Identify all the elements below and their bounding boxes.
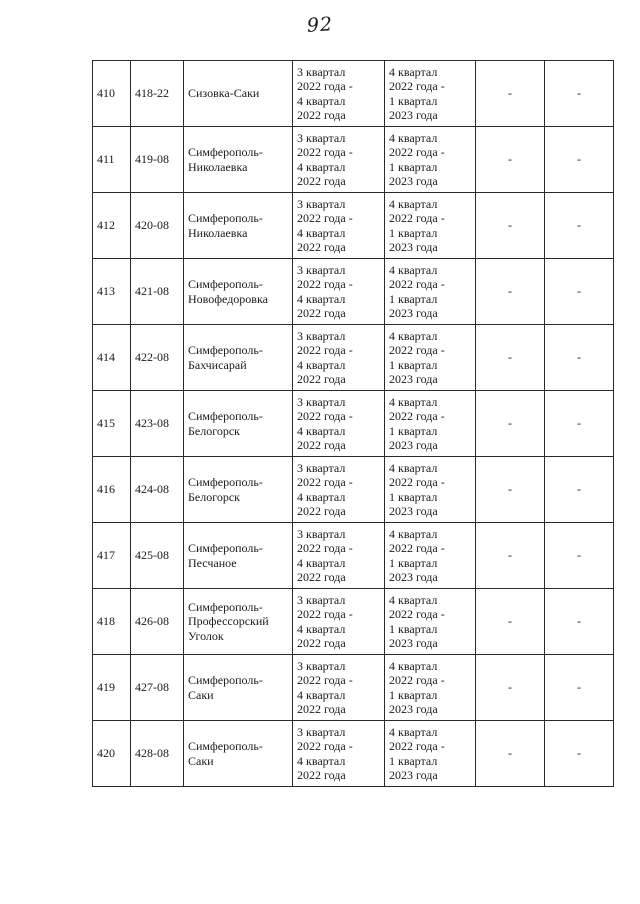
- column-8-cell: -: [545, 259, 614, 325]
- route-code-cell: 418-22: [131, 61, 184, 127]
- cell-text-line: Новофедоровка: [188, 291, 268, 306]
- cell-text-line: 2022 года: [297, 240, 346, 254]
- cell-text-line: 2022 года: [297, 504, 346, 518]
- cell-text-line: 2022 года -: [389, 145, 445, 159]
- cell-text-line: Профессорский: [188, 614, 269, 629]
- cell-text-line: 2022 года -: [389, 739, 445, 753]
- table-row: [93, 721, 614, 787]
- end-period-cell: [385, 655, 476, 721]
- column-7-cell: -: [476, 127, 545, 193]
- cell-text-line: 1 квартал: [389, 423, 438, 438]
- start-period-cell: [293, 325, 385, 391]
- cell-text-line: 2022 года -: [389, 409, 445, 423]
- row-number-cell: 412: [93, 193, 131, 259]
- cell-text-line: 3 квартал: [297, 64, 346, 79]
- cell-text-line: Бахчисарай: [188, 357, 247, 372]
- cell-text-line: 4 квартал: [389, 130, 438, 145]
- route-code-cell: 424-08: [131, 457, 184, 523]
- cell-text-line: 4 квартал: [297, 687, 346, 702]
- cell-text-line: Уголок: [188, 628, 224, 643]
- cell-text-line: 4 квартал: [389, 64, 438, 79]
- cell-text-line: 2023 года: [389, 768, 438, 782]
- cell-text-line: 2022 года -: [389, 475, 445, 489]
- cell-text-line: 2022 года: [297, 636, 346, 650]
- cell-text-line: 2022 года -: [297, 475, 353, 489]
- cell-text-line: 2022 года: [297, 372, 346, 386]
- start-period-cell: [293, 127, 385, 193]
- route-name-cell: [184, 655, 293, 721]
- column-8-cell: -: [545, 655, 614, 721]
- cell-text-line: Симферополь-: [188, 277, 263, 291]
- table-row: [93, 457, 614, 523]
- row-number-cell: 415: [93, 391, 131, 457]
- cell-text-line: 3 квартал: [297, 196, 346, 211]
- end-period-cell: [385, 325, 476, 391]
- cell-text-line: 2022 года -: [389, 673, 445, 687]
- cell-text-line: 4 квартал: [389, 724, 438, 739]
- cell-text-line: 4 квартал: [297, 93, 346, 108]
- route-name-cell: [184, 589, 293, 655]
- column-8-cell: -: [545, 589, 614, 655]
- column-8-cell: -: [545, 721, 614, 787]
- row-number-cell: 413: [93, 259, 131, 325]
- column-8-cell: -: [545, 523, 614, 589]
- table-row: [93, 391, 614, 457]
- table-row: [93, 61, 614, 127]
- end-period-cell: [385, 721, 476, 787]
- cell-text-line: 2022 года -: [389, 541, 445, 555]
- cell-text-line: 2022 года: [297, 702, 346, 716]
- cell-text-line: 4 квартал: [297, 291, 346, 306]
- route-name-cell: [184, 721, 293, 787]
- column-7-cell: -: [476, 589, 545, 655]
- cell-text-line: 1 квартал: [389, 291, 438, 306]
- start-period-cell: [293, 721, 385, 787]
- cell-text-line: 4 квартал: [297, 621, 346, 636]
- table-row: [93, 193, 614, 259]
- column-8-cell: -: [545, 127, 614, 193]
- cell-text-line: 4 квартал: [389, 394, 438, 409]
- cell-text-line: 2023 года: [389, 174, 438, 188]
- cell-text-line: 1 квартал: [389, 489, 438, 504]
- table-row: [93, 589, 614, 655]
- cell-text-line: 2022 года -: [389, 211, 445, 225]
- cell-text-line: 4 квартал: [389, 460, 438, 475]
- cell-text-line: 4 квартал: [389, 196, 438, 211]
- cell-text-line: 3 квартал: [297, 526, 346, 541]
- cell-text-line: Симферополь-: [188, 673, 263, 687]
- route-name-cell: [184, 523, 293, 589]
- cell-text-line: 4 квартал: [297, 555, 346, 570]
- cell-text-line: 4 квартал: [389, 658, 438, 673]
- row-number-cell: 410: [93, 61, 131, 127]
- column-8-cell: -: [545, 193, 614, 259]
- cell-text-line: 2022 года: [297, 768, 346, 782]
- column-8-cell: -: [545, 391, 614, 457]
- cell-text-line: Симферополь-: [188, 739, 263, 753]
- column-7-cell: -: [476, 721, 545, 787]
- cell-text-line: 2022 года -: [389, 343, 445, 357]
- end-period-cell: [385, 259, 476, 325]
- route-name-cell: [184, 193, 293, 259]
- cell-text-line: Симферополь-: [188, 599, 263, 614]
- page-number: 92: [306, 13, 334, 37]
- cell-text-line: Песчаное: [188, 555, 237, 570]
- end-period-cell: [385, 391, 476, 457]
- cell-text-line: 2023 года: [389, 504, 438, 518]
- row-number-cell: 420: [93, 721, 131, 787]
- route-name-cell: [184, 457, 293, 523]
- cell-text-line: 2022 года -: [297, 541, 353, 555]
- route-name-cell: [184, 259, 293, 325]
- cell-text-line: Симферополь-: [188, 211, 263, 225]
- start-period-cell: [293, 523, 385, 589]
- cell-text-line: 4 квартал: [297, 159, 346, 174]
- route-code-cell: 428-08: [131, 721, 184, 787]
- cell-text-line: Симферополь-: [188, 409, 263, 423]
- cell-text-line: 3 квартал: [297, 262, 346, 277]
- cell-text-line: Николаевка: [188, 159, 248, 174]
- column-7-cell: -: [476, 457, 545, 523]
- column-7-cell: -: [476, 193, 545, 259]
- cell-text-line: 3 квартал: [297, 658, 346, 673]
- cell-text-line: 2022 года -: [297, 607, 353, 621]
- cell-text-line: 2022 года -: [297, 211, 353, 225]
- cell-text-line: 2023 года: [389, 438, 438, 452]
- route-code-cell: 422-08: [131, 325, 184, 391]
- cell-text-line: Саки: [188, 687, 214, 702]
- route-code-cell: 426-08: [131, 589, 184, 655]
- cell-text-line: 4 квартал: [297, 357, 346, 372]
- end-period-cell: [385, 589, 476, 655]
- start-period-cell: [293, 193, 385, 259]
- row-number-cell: 416: [93, 457, 131, 523]
- cell-text-line: 1 квартал: [389, 225, 438, 240]
- cell-text-line: 3 квартал: [297, 592, 346, 607]
- table-row: [93, 127, 614, 193]
- column-7-cell: -: [476, 655, 545, 721]
- cell-text-line: 2022 года -: [297, 409, 353, 423]
- start-period-cell: [293, 61, 385, 127]
- cell-text-line: 2022 года -: [297, 343, 353, 357]
- route-code-cell: 423-08: [131, 391, 184, 457]
- start-period-cell: [293, 259, 385, 325]
- cell-text-line: Николаевка: [188, 225, 248, 240]
- end-period-cell: [385, 523, 476, 589]
- end-period-cell: [385, 457, 476, 523]
- cell-text-line: 2023 года: [389, 702, 438, 716]
- table-row: [93, 523, 614, 589]
- cell-text-line: 2023 года: [389, 372, 438, 386]
- cell-text-line: 2022 года: [297, 306, 346, 320]
- column-7-cell: -: [476, 325, 545, 391]
- cell-text-line: 3 квартал: [297, 328, 346, 343]
- cell-text-line: 4 квартал: [389, 526, 438, 541]
- route-name-cell: [184, 61, 293, 127]
- cell-text-line: Симферополь-: [188, 541, 263, 555]
- route-name-cell: [184, 325, 293, 391]
- cell-text-line: 4 квартал: [297, 753, 346, 768]
- column-7-cell: -: [476, 61, 545, 127]
- column-8-cell: -: [545, 61, 614, 127]
- cell-text-line: 4 квартал: [389, 328, 438, 343]
- cell-text-line: 2023 года: [389, 636, 438, 650]
- cell-text-line: 1 квартал: [389, 753, 438, 768]
- cell-text-line: Симферополь-: [188, 343, 263, 357]
- row-number-cell: 414: [93, 325, 131, 391]
- cell-text-line: 4 квартал: [297, 489, 346, 504]
- start-period-cell: [293, 457, 385, 523]
- table-row: [93, 655, 614, 721]
- cell-text-line: 2023 года: [389, 108, 438, 122]
- column-7-cell: -: [476, 259, 545, 325]
- route-code-cell: 421-08: [131, 259, 184, 325]
- cell-text-line: 2022 года -: [389, 607, 445, 621]
- row-number-cell: 417: [93, 523, 131, 589]
- cell-text-line: 3 квартал: [297, 394, 346, 409]
- cell-text-line: 1 квартал: [389, 93, 438, 108]
- route-name-cell: [184, 391, 293, 457]
- cell-text-line: 4 квартал: [389, 592, 438, 607]
- start-period-cell: [293, 655, 385, 721]
- cell-text-line: 3 квартал: [297, 724, 346, 739]
- row-number-cell: 418: [93, 589, 131, 655]
- cell-text-line: 2023 года: [389, 570, 438, 584]
- cell-text-line: 4 квартал: [389, 262, 438, 277]
- cell-text-line: 2022 года -: [297, 673, 353, 687]
- cell-text-line: 2022 года: [297, 174, 346, 188]
- cell-text-line: 2022 года -: [389, 277, 445, 291]
- cell-text-line: 2022 года -: [297, 79, 353, 93]
- row-number-cell: 419: [93, 655, 131, 721]
- column-8-cell: -: [545, 457, 614, 523]
- route-code-cell: 427-08: [131, 655, 184, 721]
- cell-text-line: Белогорск: [188, 423, 240, 438]
- cell-text-line: 2022 года: [297, 570, 346, 584]
- cell-text-line: 1 квартал: [389, 357, 438, 372]
- cell-text-line: Симферополь-: [188, 475, 263, 489]
- cell-text-line: 3 квартал: [297, 130, 346, 145]
- cell-text-line: Белогорск: [188, 489, 240, 504]
- cell-text-line: 2022 года -: [297, 739, 353, 753]
- cell-text-line: 4 квартал: [297, 423, 346, 438]
- route-code-cell: 419-08: [131, 127, 184, 193]
- table-row: [93, 259, 614, 325]
- start-period-cell: [293, 589, 385, 655]
- cell-text-line: 1 квартал: [389, 621, 438, 636]
- cell-text-line: 2022 года: [297, 438, 346, 452]
- cell-text-line: 3 квартал: [297, 460, 346, 475]
- route-code-cell: 425-08: [131, 523, 184, 589]
- column-7-cell: -: [476, 523, 545, 589]
- column-7-cell: -: [476, 391, 545, 457]
- cell-text-line: 2022 года -: [297, 277, 353, 291]
- cell-text-line: Саки: [188, 753, 214, 768]
- end-period-cell: [385, 193, 476, 259]
- cell-text-line: 2023 года: [389, 306, 438, 320]
- cell-text-line: 2022 года: [297, 108, 346, 122]
- column-8-cell: -: [545, 325, 614, 391]
- end-period-cell: [385, 127, 476, 193]
- cell-text-line: 2022 года -: [389, 79, 445, 93]
- cell-text-line: Симферополь-: [188, 145, 263, 159]
- cell-text-line: Сизовка-Саки: [188, 86, 260, 101]
- routes-table-body: [93, 61, 614, 787]
- cell-text-line: 2022 года -: [297, 145, 353, 159]
- cell-text-line: 1 квартал: [389, 159, 438, 174]
- end-period-cell: [385, 61, 476, 127]
- cell-text-line: 4 квартал: [297, 225, 346, 240]
- route-code-cell: 420-08: [131, 193, 184, 259]
- cell-text-line: 1 квартал: [389, 555, 438, 570]
- routes-table: [92, 60, 614, 787]
- route-name-cell: [184, 127, 293, 193]
- row-number-cell: 411: [93, 127, 131, 193]
- start-period-cell: [293, 391, 385, 457]
- cell-text-line: 1 квартал: [389, 687, 438, 702]
- cell-text-line: 2023 года: [389, 240, 438, 254]
- table-row: [93, 325, 614, 391]
